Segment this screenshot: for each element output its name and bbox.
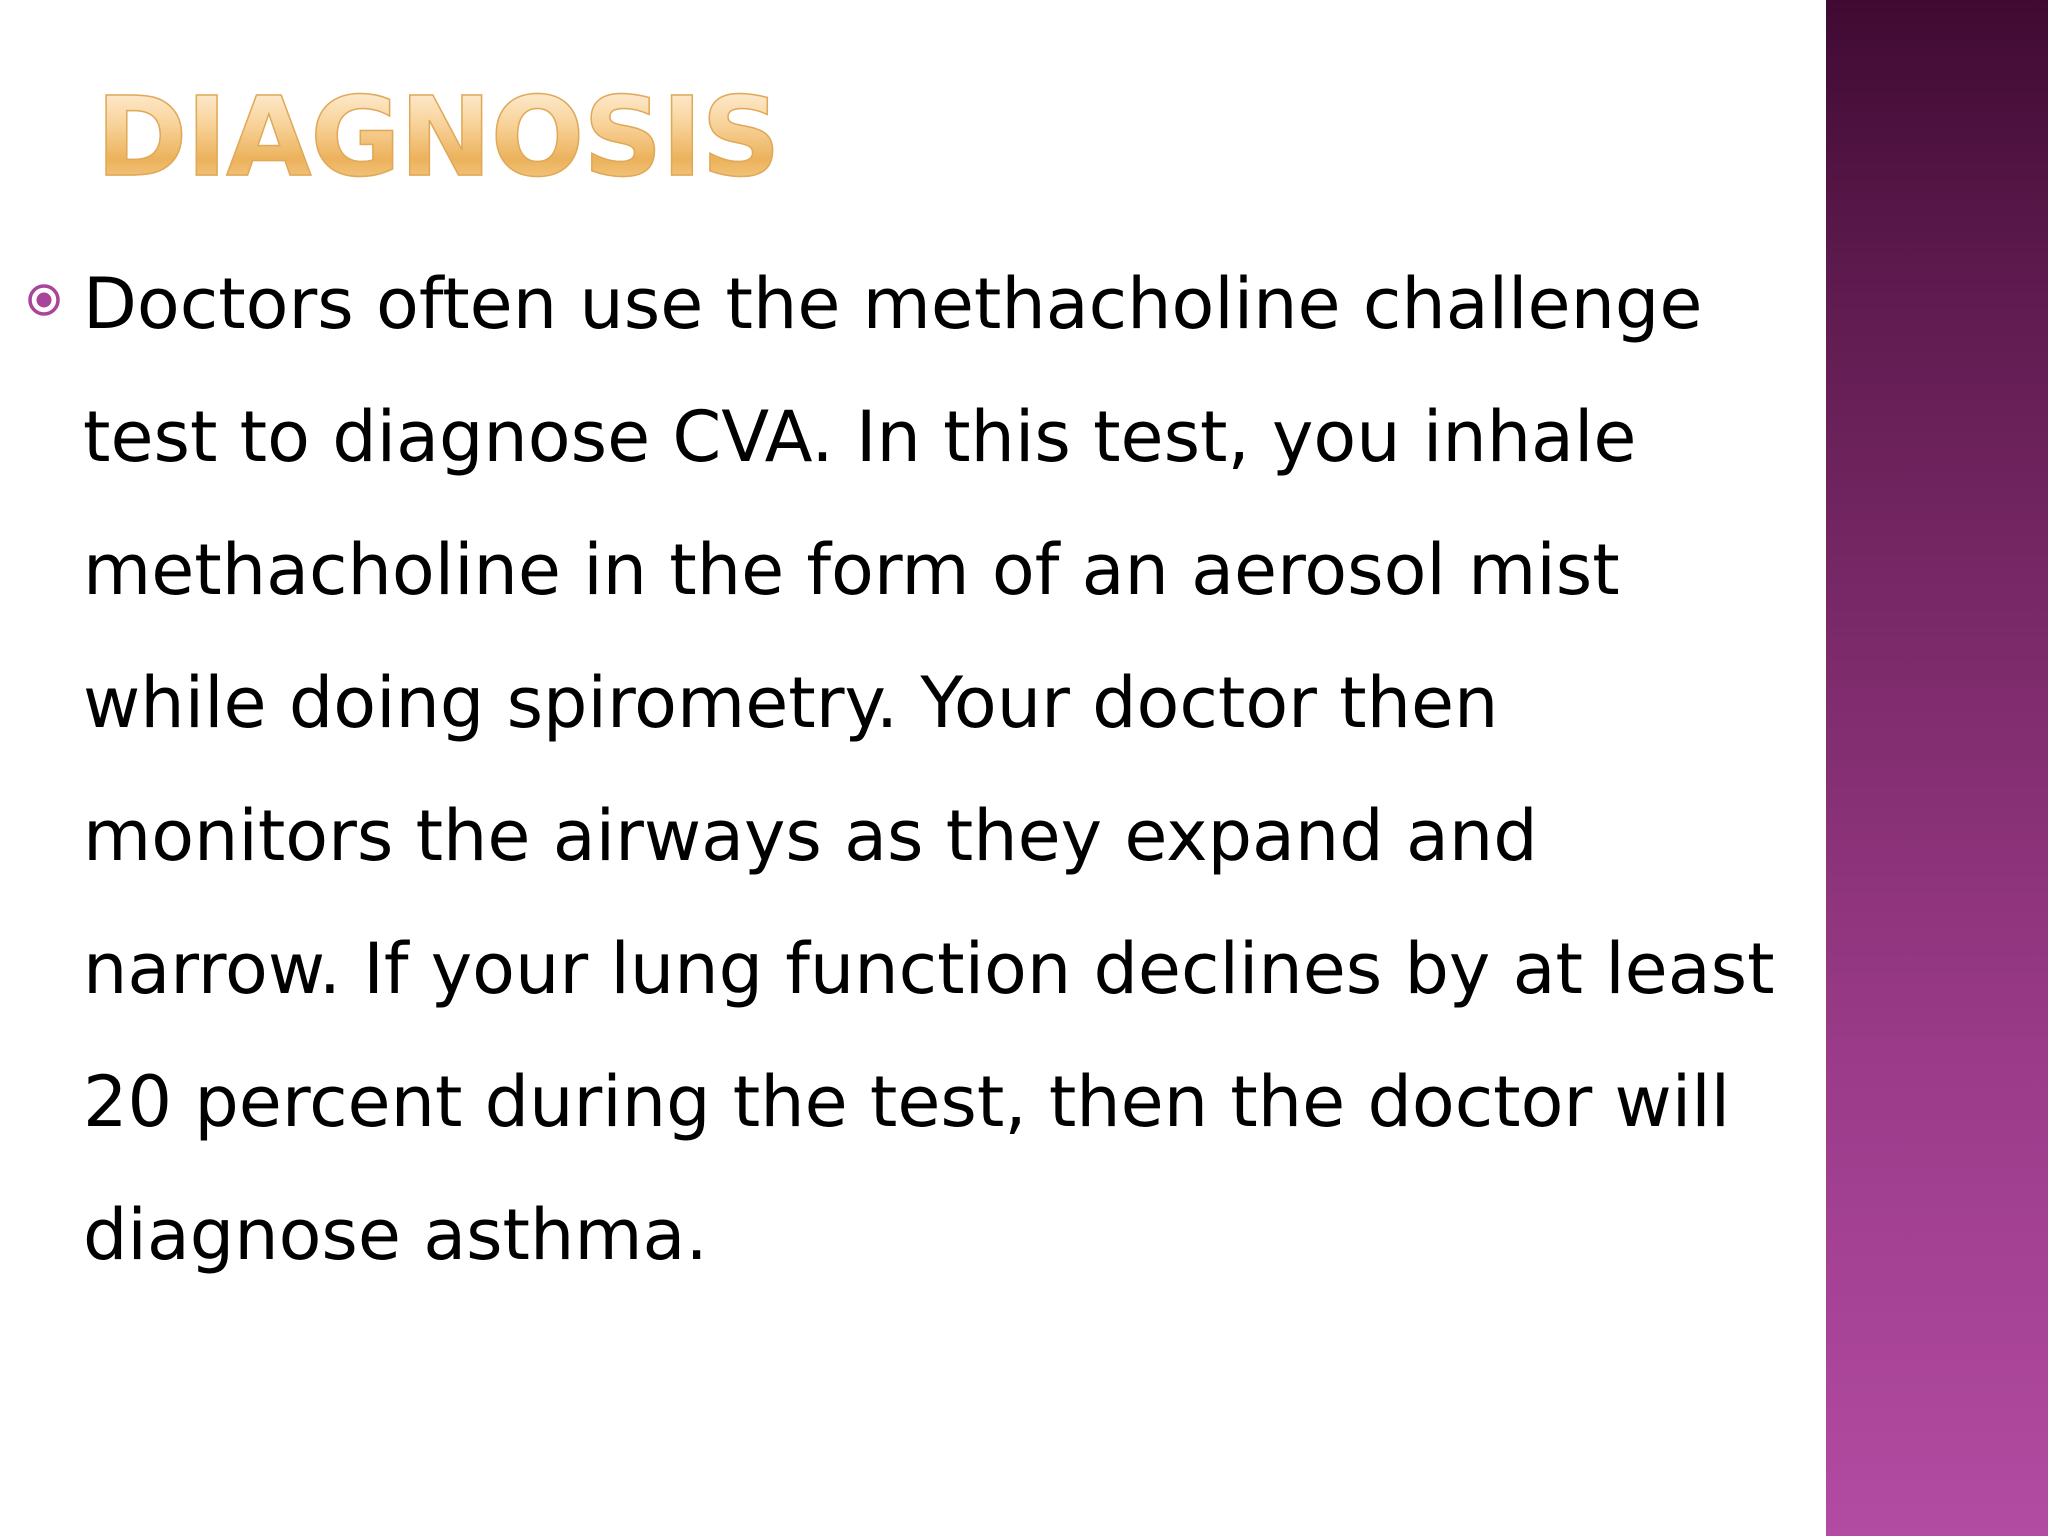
decorative-sidebar: [1826, 0, 2048, 1536]
bullet-text: Doctors often use the methacholine challenge test to diagnose CVA. In this test, you inhale methacholine in the form of an aerosol mist while doing spirometry. Your doctor then monitors the airways as they expand and narrow. If your lung function declines by at least 20 percent during the test, then the doctor will diagnose asthma.: [83, 263, 1775, 1276]
bullet-item: [0, 238, 1800, 1302]
slide-title: DIAGNOSIS: [96, 73, 780, 201]
slide-content: [0, 238, 1800, 1302]
circle-dot-icon: [27, 283, 61, 317]
